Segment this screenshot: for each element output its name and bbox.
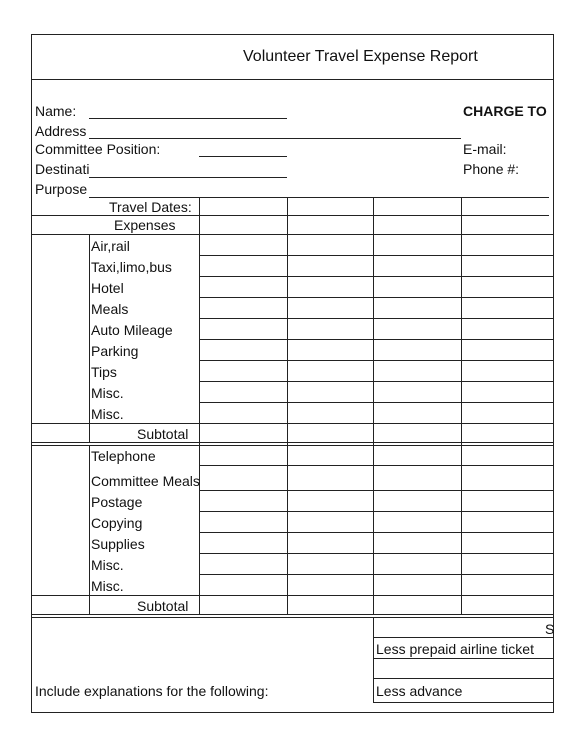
table-rule [31,423,554,424]
table-rule [373,637,554,638]
expense-item-label: Air,rail [91,238,130,254]
destination-field[interactable] [89,177,287,178]
table-rule [89,445,90,614]
table-rule [373,197,374,614]
expense-item-label: Hotel [91,280,124,296]
explanations-label: Include explanations for the following: [35,683,269,699]
expense-item-label: Misc. [91,385,124,401]
purpose-label: Purpose [35,181,88,197]
table-rule [199,490,554,491]
expense-item-label: Supplies [91,536,145,552]
expenses-label: Expenses [114,217,176,233]
name-field[interactable] [89,118,287,119]
table-rule [31,442,554,443]
table-rule [31,445,554,446]
table-rule [31,215,549,216]
table-rule [287,197,288,614]
table-rule [199,276,554,277]
total-label-fragment: S [545,621,555,637]
committee-position-field[interactable] [199,156,287,157]
charge-to-label: CHARGE TO [463,103,547,119]
address-label: Address [35,123,87,139]
expense-item-label: Misc. [91,578,124,594]
table-rule [89,234,90,442]
table-rule [199,360,554,361]
table-rule [31,234,554,235]
table-rule [373,617,374,703]
table-rule [461,197,462,614]
table-rule [199,255,554,256]
table-rule [31,595,554,596]
travel-dates-label: Travel Dates: [109,199,192,215]
expense-item-label: Auto Mileage [91,322,173,338]
expense-item-label: Tips [91,364,117,380]
table-rule [199,553,554,554]
expense-item-label: Misc. [91,557,124,573]
less-prepaid-label: Less prepaid airline ticket [376,641,534,657]
table-rule [31,614,554,615]
address-field[interactable] [89,138,461,139]
expense-item-label: Misc. [91,406,124,422]
table-rule [199,532,554,533]
expense-item-label: Meals [91,301,129,317]
expense-item-label: Telephone [91,448,156,464]
purpose-field[interactable] [89,197,549,198]
expense-item-label: Copying [91,515,143,531]
expense-item-label: Taxi,limo,bus [91,259,172,275]
table-rule [199,339,554,340]
expense-item-label: Parking [91,343,139,359]
table-rule [199,381,554,382]
committee-position-label: Committee Position: [35,141,161,157]
table-rule [199,297,554,298]
less-advance-label: Less advance [376,683,463,699]
email-label: E-mail: [463,141,507,157]
table-rule [373,658,554,659]
table-rule [199,197,200,614]
table-rule [373,678,554,679]
table-rule [199,511,554,512]
table-rule [199,465,554,466]
expense-item-label: Postage [91,494,143,510]
table-rule [31,617,554,618]
table-rule [199,402,554,403]
table-rule [199,318,554,319]
table-rule [373,702,554,703]
form-title: Volunteer Travel Expense Report [243,48,478,65]
name-label: Name: [35,103,77,119]
subtotal-label: Subtotal [137,598,189,614]
phone-label: Phone #: [463,161,520,177]
destination-label: Destinati [35,161,90,177]
subtotal-label: Subtotal [137,426,189,442]
table-rule [199,574,554,575]
title-divider [31,79,554,80]
expense-item-label: Committee Meals [91,473,200,489]
